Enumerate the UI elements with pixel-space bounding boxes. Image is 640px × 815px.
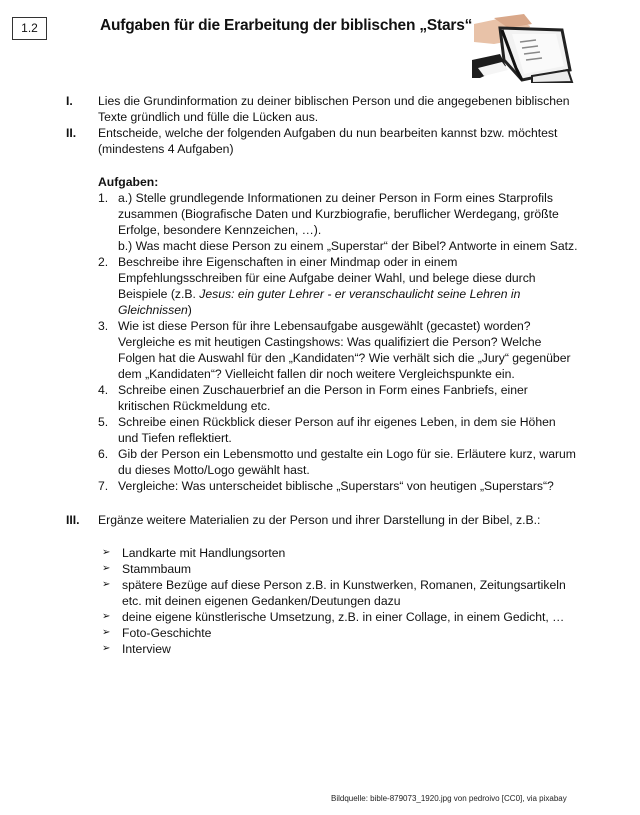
task-item [98, 382, 578, 414]
step-1 [66, 93, 586, 125]
step-3 [66, 512, 586, 528]
task-text: Schreibe einen Zuschauerbrief an die Person in Form eines Fanbriefs, einer kritischen Rückmeldung etc. [118, 383, 528, 413]
task-part-a: a.) Stelle grundlegende Informationen zu deiner Person in Form eines Starprofils zusammen (Biografische Daten und Kurzbiografie, beruflicher Werdegang, größte Erfolge, besondere Kennzeichen, …). [118, 191, 559, 237]
task-item [98, 254, 578, 318]
image-credit: Bildquelle: bible-879073_1920.jpg von pedroivo [CC0], via pixabay [331, 794, 567, 803]
task-number: 5. [98, 415, 109, 429]
task-text-end: ) [187, 303, 192, 317]
material-item [102, 609, 572, 625]
materials-list [102, 545, 572, 657]
task-part-b: b.) Was macht diese Person zu einem „Superstar“ der Bibel? Antworte in einem Satz. [118, 239, 578, 253]
task-number: 1. [98, 191, 109, 205]
step-3-numeral: III. [66, 513, 80, 527]
task-text-main: Beschreibe ihre Eigenschaften in einer Mindmap oder in einem Empfehlungsschreiben für eine Aufgabe deiner Wahl, und belege diese durch Beispiele (z.B. [118, 255, 536, 301]
material-text: Interview [122, 642, 171, 656]
material-item [102, 577, 572, 609]
task-text: Wie ist diese Person für ihre Lebensaufgabe ausgewählt (gecastet) worden? Vergleiche es mit heutigen Castingshows: Was qualifiziert die Person? Welche Folgen hat die Auswahl für den „Kandidaten“? Wie verhält sich die „Jury“ gegenüber dem „Kandidaten“? Vielleicht fallen dir noch weitere Vergleichspunkte ein. [118, 319, 571, 381]
material-text: Landkarte mit Handlungsorten [122, 546, 286, 560]
task-number: 7. [98, 479, 109, 493]
material-text: Foto-Geschichte [122, 626, 212, 640]
arrowhead-bullet-icon: ➢ [102, 563, 111, 574]
section-number-box [12, 17, 47, 40]
material-item [102, 545, 572, 561]
task-item [98, 446, 578, 478]
step-2 [66, 125, 566, 157]
task-number: 3. [98, 319, 109, 333]
arrowhead-bullet-icon: ➢ [102, 579, 111, 590]
task-text [118, 254, 578, 318]
step-1-text: Lies die Grundinformation zu deiner biblischen Person und die angegebenen biblischen Texte gründlich und fülle die Lücken aus. [98, 94, 570, 124]
material-item [102, 641, 572, 657]
task-example: Jesus: ein guter Lehrer - er veranschaulicht seine Lehren in Gleichnissen [118, 287, 521, 317]
task-number: 6. [98, 447, 109, 461]
material-item [102, 561, 572, 577]
step-2-numeral: II. [66, 126, 77, 140]
page-title: Aufgaben für die Erarbeitung der biblischen „Stars“ [100, 17, 473, 34]
section-number: 1.2 [21, 21, 38, 35]
arrowhead-bullet-icon: ➢ [102, 643, 111, 654]
task-item [98, 414, 578, 446]
task-item [98, 318, 578, 382]
task-item [98, 478, 578, 494]
arrowhead-bullet-icon: ➢ [102, 547, 111, 558]
task-list [98, 190, 578, 494]
tasks-heading: Aufgaben: [98, 175, 159, 189]
arrowhead-bullet-icon: ➢ [102, 611, 111, 622]
material-item [102, 625, 572, 641]
step-3-text: Ergänze weitere Materialien zu der Person und ihrer Darstellung in der Bibel, z.B.: [98, 513, 541, 527]
material-text: spätere Bezüge auf diese Person z.B. in Kunstwerken, Romanen, Zeitungsartikeln etc. mit deinen eigenen Gedanken/Deutungen dazu [122, 578, 566, 608]
task-text: Vergleiche: Was unterscheidet biblische „Superstars“ von heutigen „Superstars“? [118, 479, 554, 493]
task-item [98, 190, 578, 254]
arrowhead-bullet-icon: ➢ [102, 627, 111, 638]
step-1-numeral: I. [66, 94, 73, 108]
material-text: Stammbaum [122, 562, 192, 576]
task-number: 2. [98, 255, 109, 269]
task-text: Gib der Person ein Lebensmotto und gestalte ein Logo für sie. Erläutere kurz, warum du dieses Motto/Logo gewählt hast. [118, 447, 576, 477]
step-2-text: Entscheide, welche der folgenden Aufgaben du nun bearbeiten kannst bzw. möchtest (mindestens 4 Aufgaben) [98, 126, 558, 156]
bible-illustration-icon [472, 8, 574, 83]
material-text: deine eigene künstlerische Umsetzung, z.B. in einer Collage, in einem Gedicht, … [122, 610, 565, 624]
bible-photo [472, 8, 574, 83]
task-number: 4. [98, 383, 109, 397]
task-text: Schreibe einen Rückblick dieser Person auf ihr eigenes Leben, in dem sie Höhen und Tiefen reflektiert. [118, 415, 556, 445]
